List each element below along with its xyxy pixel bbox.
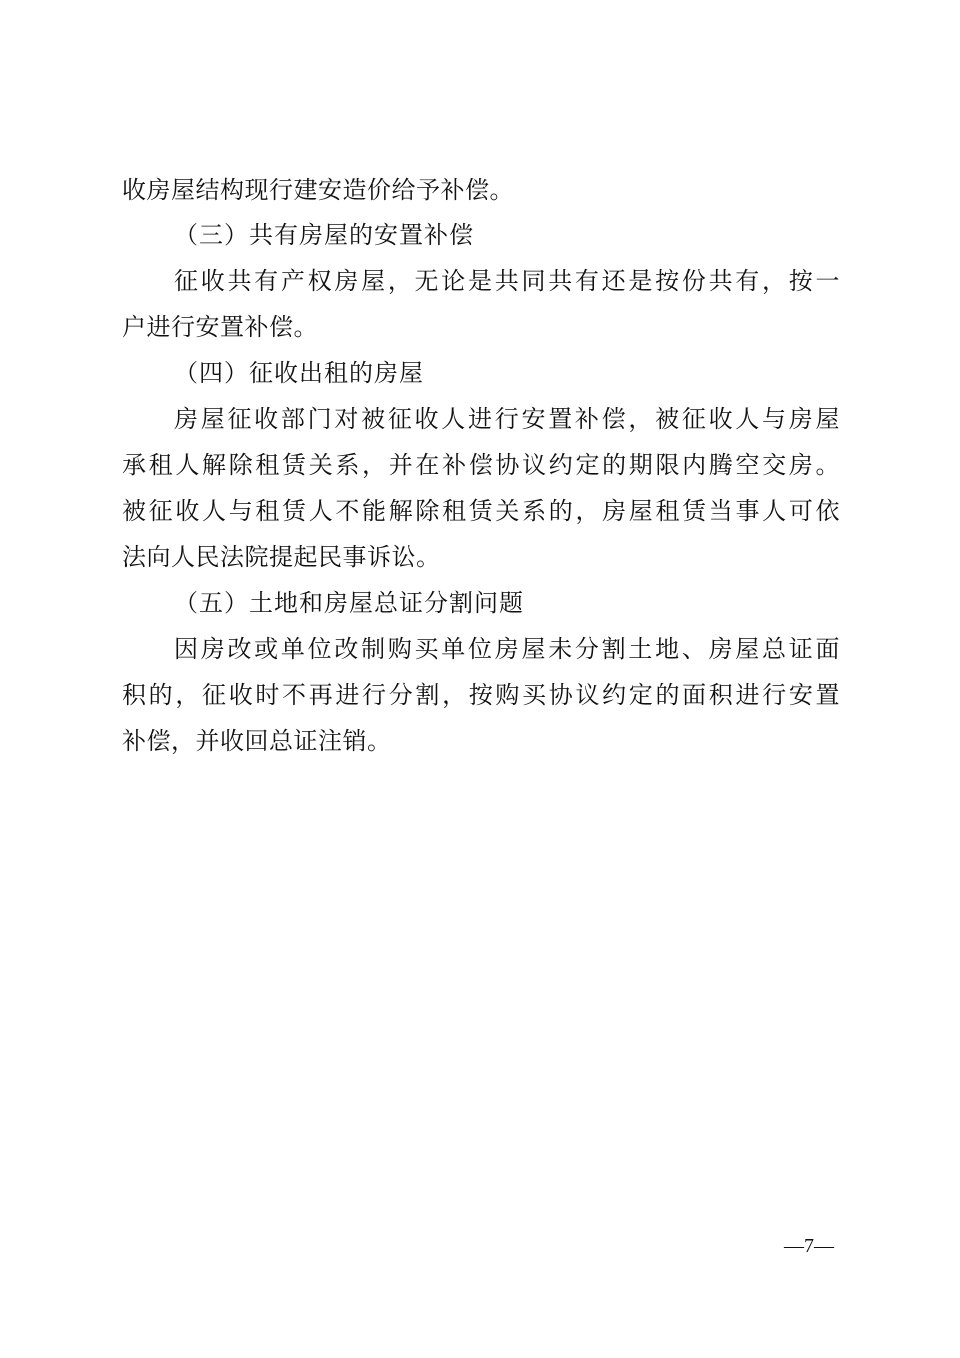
page-number: —7—	[784, 1235, 834, 1257]
paragraph-line: 户进行安置补偿。	[122, 313, 318, 341]
paragraph-line: 房屋征收部门对被征收人进行安置补偿，被征收人与房屋	[174, 405, 840, 433]
paragraph-line: 因房改或单位改制购买单位房屋未分割土地、房屋总证面	[174, 635, 840, 663]
paragraph-line: 补偿，并收回总证注销。	[122, 727, 392, 755]
paragraph-line: 积的，征收时不再进行分割，按购买协议约定的面积进行安置	[122, 681, 840, 709]
paragraph-line: 承租人解除租赁关系，并在补偿协议约定的期限内腾空交房。	[122, 451, 840, 479]
section-heading-4: （四）征收出租的房屋	[174, 359, 424, 387]
section-heading-3: （三）共有房屋的安置补偿	[174, 221, 474, 249]
paragraph-line: 收房屋结构现行建安造价给予补偿。	[122, 176, 514, 204]
paragraph-line: 被征收人与租赁人不能解除租赁关系的，房屋租赁当事人可依	[122, 497, 840, 525]
paragraph-line: 法向人民法院提起民事诉讼。	[122, 543, 441, 571]
section-heading-5: （五）土地和房屋总证分割问题	[174, 589, 524, 617]
paragraph-line: 征收共有产权房屋，无论是共同共有还是按份共有，按一	[174, 267, 840, 295]
